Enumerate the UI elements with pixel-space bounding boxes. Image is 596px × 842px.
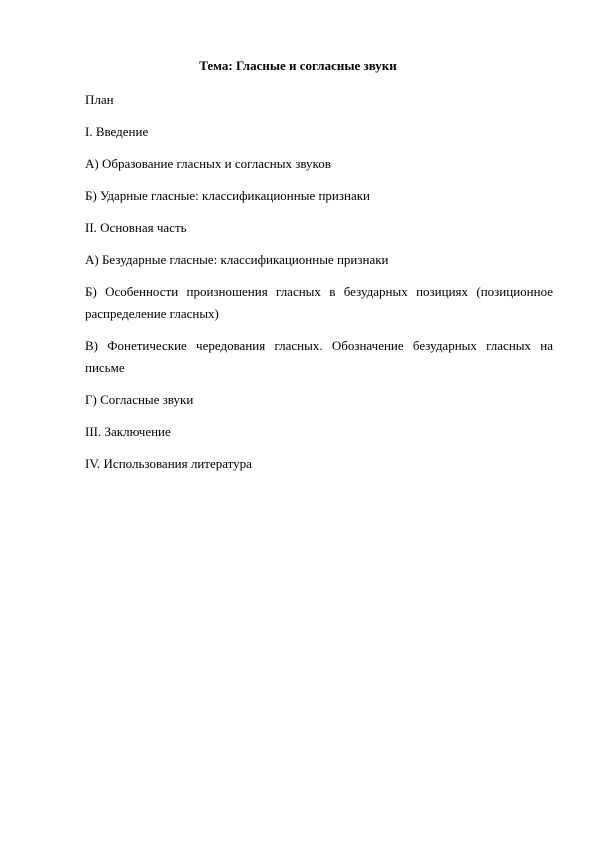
item-consonants: Г) Согласные звуки [85, 392, 194, 407]
document-title: Тема: Гласные и согласные звуки [199, 58, 397, 73]
plan-list [85, 89, 553, 475]
section-introduction: I. Введение [85, 124, 149, 139]
item-pronunciation-features: Б) Особенности произношения гласных в безударных позициях (позиционное распределение гласных) [85, 284, 553, 321]
section-references: IV. Использования литература [85, 456, 252, 471]
plan-heading: План [85, 92, 114, 107]
item-unstressed-vowels: А) Безударные гласные: классификационные признаки [85, 252, 389, 267]
section-main-part: II. Основная часть [85, 220, 187, 235]
item-phonetic-alternations: В) Фонетические чередования гласных. Обозначение безударных гласных на письме [85, 338, 553, 375]
section-conclusion: III. Заключение [85, 424, 171, 439]
item-stressed-vowels: Б) Ударные гласные: классификационные признаки [85, 188, 371, 203]
item-formation-of-sounds: А) Образование гласных и согласных звуков [85, 156, 331, 171]
